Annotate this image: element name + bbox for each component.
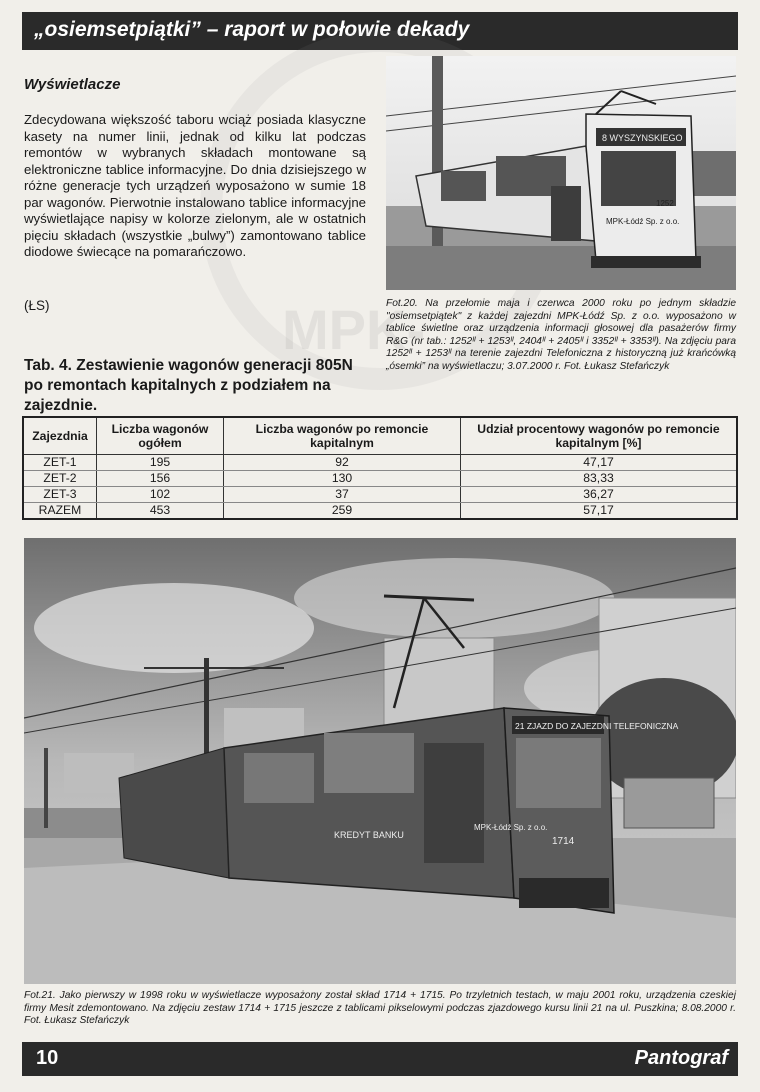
table-title: Tab. 4. Zestawienie wagonów generacji 805N po remontach kapitalnych z podziałem na zajezdnie. bbox=[24, 357, 353, 414]
table-cell: ZET-1 bbox=[23, 455, 97, 471]
table-cell: ZET-3 bbox=[23, 487, 97, 503]
table-row bbox=[23, 487, 737, 503]
table-cell: 92 bbox=[224, 455, 461, 471]
tram2-number-text: 1714 bbox=[552, 836, 575, 847]
column-header: Liczba wagonów po remoncie kapitalnym bbox=[224, 417, 461, 455]
table-cell: 453 bbox=[97, 503, 224, 520]
tram1-display-text: 8 WYSZYNSKIEGO bbox=[602, 133, 683, 143]
footer-bar bbox=[22, 1042, 738, 1076]
tram2-company-text: MPK-Łódź Sp. z o.o. bbox=[474, 823, 548, 832]
photo1-caption: Fot.20. Na przełomie maja i czerwca 2000 roku po jednym składzie "osiemsetpiątek" z każdej zajezdni MPK-Łódź Sp. z o.o. wyposażono w tablice świetlne oraz urządzenia informacji głosowej dla pasażerów firmy R&G (nr tab.: 1252ᴵᴵ + 1253ᴵᴵ, 2404ᴵᴵ + 2405ᴵᴵ i 3352ᴵᴵ + 3353ᴵᴵ). Na zdjęciu para 1252ᴵᴵ + 1253ᴵᴵ na terenie zajezdni Telefoniczna z historyczną już krańcówką „ósemki” na wyświetlaczu; 3.07.2000 r. Fot. Łukasz Stefańczyk bbox=[386, 298, 736, 372]
table-cell: 156 bbox=[97, 471, 224, 487]
table-row bbox=[23, 455, 737, 471]
tram-street-illustration bbox=[24, 538, 736, 984]
table-cell: 195 bbox=[97, 455, 224, 471]
section-heading: Wyświetlacze bbox=[24, 76, 121, 93]
tram-depot-illustration bbox=[386, 56, 736, 290]
photo2-caption: Fot.21. Jako pierwszy w 1998 roku w wyświetlacze wyposażony został skład 1714 + 1715. Po trzyletnich testach, w maju 2001 roku, urządzenia czeskiej firmy Mesit zdemontowano. Na zdjęciu zestaw 1714 + 1715 jeszcze z tablicami pikselowymi podczas zjazdowego kursu linii 21 na ul. Puszkina; 8.08.2000 r. Fot. Łukasz Stefańczyk bbox=[24, 990, 736, 1027]
column-header: Liczba wagonów ogółem bbox=[97, 417, 224, 455]
table-header-row bbox=[23, 417, 737, 455]
table-cell: 130 bbox=[224, 471, 461, 487]
photo-tram-street bbox=[24, 538, 736, 984]
table-row-total bbox=[23, 503, 737, 520]
table-row bbox=[23, 471, 737, 487]
photo-tram-depot bbox=[386, 56, 736, 290]
section-body-text: Zdecydowana większość taboru wciąż posiada klasyczne kasety na numer linii, jednak od kilku lat podczas remontów w wybranych składach montowane są elektroniczne tablice informacyjne. Do dnia dzisiejszego w różne generacje tych urządzeń wyposażono w sumie 18 par wagonów. Pierwotnie instalowano tablice informacyjne wyświetlające napisy w kolorze zielonym, ale w ostatnich pięciu składach (wszystkie „bulwy”) zamontowano tablice diodowe świecące na pomarańczowo. bbox=[24, 112, 366, 259]
depot-statistics-table bbox=[22, 416, 738, 520]
page-number: 10 bbox=[36, 1047, 59, 1069]
table-cell: ZET-2 bbox=[23, 471, 97, 487]
table-cell: RAZEM bbox=[23, 503, 97, 520]
watermark-text: MPK- bbox=[282, 298, 426, 361]
tram1-number-text: 1252 bbox=[656, 199, 674, 208]
table-cell: 102 bbox=[97, 487, 224, 503]
page-header-title: „osiemsetpiątki” – raport w połowie dekady bbox=[34, 18, 470, 41]
tram2-display-text: 21 ZJAZD DO ZAJEZDNI TELEFONICZNA bbox=[515, 721, 679, 731]
tram2-ad-text: KREDYT BANKU bbox=[334, 830, 404, 840]
magazine-name: Pantograf bbox=[634, 1047, 728, 1069]
column-header: Zajezdnia bbox=[23, 417, 97, 455]
table-cell: 37 bbox=[224, 487, 461, 503]
table-cell: 57,17 bbox=[461, 503, 738, 520]
table-cell: 83,33 bbox=[461, 471, 738, 487]
author-initials: (ŁS) bbox=[24, 298, 50, 313]
tram1-company-text: MPK-Łódź Sp. z o.o. bbox=[606, 217, 680, 226]
table-cell: 259 bbox=[224, 503, 461, 520]
table-cell: 36,27 bbox=[461, 487, 738, 503]
column-header: Udział procentowy wagonów po remoncie kapitalnym [%] bbox=[461, 417, 738, 455]
table-cell: 47,17 bbox=[461, 455, 738, 471]
